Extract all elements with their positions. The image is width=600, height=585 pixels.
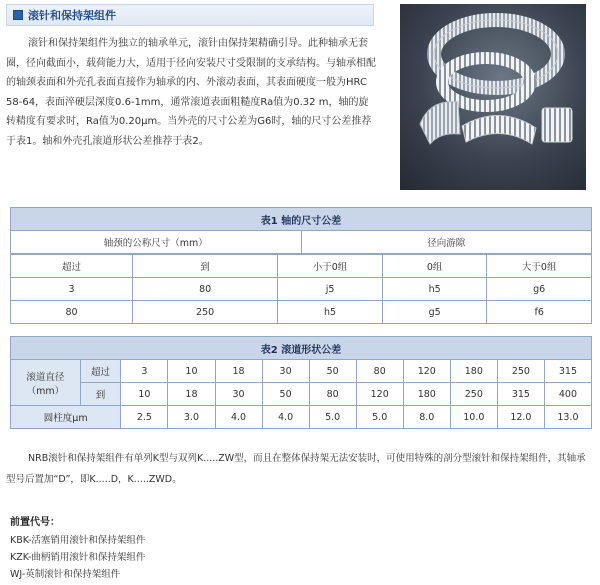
table2-to-cell: 18	[168, 383, 215, 406]
table1-cell: f6	[487, 301, 592, 324]
table2-cyl-cell: 4.0	[215, 406, 262, 429]
table-row	[11, 301, 592, 324]
table1-cell: 80	[133, 278, 278, 301]
prefix-list	[10, 532, 145, 583]
table1-col-header: 0组	[382, 255, 487, 278]
table2-cyl-cell: 3.0	[168, 406, 215, 429]
table2-to-cell: 180	[403, 383, 450, 406]
table1-cell: 80	[11, 301, 133, 324]
table2-cyl-cell: 5.0	[309, 406, 356, 429]
table2-to-cell: 400	[544, 383, 591, 406]
table1-col-header: 大于0组	[487, 255, 592, 278]
table1-col-header: 小于0组	[278, 255, 383, 278]
table2-over-cell: 30	[262, 360, 309, 383]
table2-to-cell: 315	[497, 383, 544, 406]
table1-group-clearance: 径向游隙	[301, 231, 592, 254]
table2-over-cell: 250	[497, 360, 544, 383]
table1-cell: h5	[382, 278, 487, 301]
intro-paragraph: 滚针和保持架组件为独立的轴承单元，滚针由保持架精确引导。此种轴承无套圈，径向截面小，载荷能力大，适用于径向安装尺寸受限制的支承结构。与轴承相配的轴颈表面和外壳孔表面直接作为轴承的内、外滚动表面，其表面硬度一般为HRC 58-64，表面淬硬层深度0.6-1mm，通常滚道表面粗糙度Ra值为0.32 m，轴的旋转精度有要求时，Ra值为0.20μm。当外壳的尺寸公差为G6时，轴的尺寸公差推荐于表1。轴和外壳孔滚道形状公差推荐于表2。	[6, 38, 376, 147]
table2-cyl-cell: 13.0	[544, 406, 591, 429]
table2-cyl-cell: 2.5	[121, 406, 168, 429]
bearing-illustration	[400, 4, 586, 190]
section-title: 滚针和保持架组件	[28, 9, 116, 22]
bearing-product-photo	[400, 4, 586, 190]
table2-over-cell: 120	[403, 360, 450, 383]
table1-col-header: 超过	[11, 255, 133, 278]
table2-to-cell: 50	[262, 383, 309, 406]
bullet-square-icon	[13, 10, 23, 20]
table2-over-label: 超过	[80, 360, 121, 383]
prefix-heading: 前置代号：	[10, 517, 60, 528]
table2-to-cell: 30	[215, 383, 262, 406]
table2-cyl-cell: 4.0	[262, 406, 309, 429]
table2-to-cell: 80	[309, 383, 356, 406]
table2-cyl-cell: 8.0	[403, 406, 450, 429]
table2-over-cell: 50	[309, 360, 356, 383]
table2-to-cell: 250	[450, 383, 497, 406]
table2-over-cell: 18	[215, 360, 262, 383]
table2-over-cell: 315	[544, 360, 591, 383]
table2-to-cell: 10	[121, 383, 168, 406]
table2-to-cell: 120	[356, 383, 403, 406]
table1-cell: 3	[11, 278, 133, 301]
table2-cyl-cell: 5.0	[356, 406, 403, 429]
table1-cell: h5	[278, 301, 383, 324]
list-item: WJ-英制滚针和保持架组件	[10, 569, 121, 580]
table1-cell: j5	[278, 278, 383, 301]
table2-caption: 表2 滚道形状公差	[11, 337, 592, 360]
table1-group-journal: 轴颈的公称尺寸（mm）	[11, 231, 302, 254]
table1-cell: g6	[487, 278, 592, 301]
table2-row-label-diameter: 滚道直径（mm）	[11, 360, 81, 406]
table1-cell: 250	[133, 301, 278, 324]
list-item: KZK-曲柄销用滚针和保持架组件	[10, 552, 146, 563]
table2-to-label: 到	[80, 383, 121, 406]
section-title-bar	[6, 4, 374, 26]
table2-cyl-cell: 10.0	[450, 406, 497, 429]
table2-over-cell: 3	[121, 360, 168, 383]
table2-over-cell: 80	[356, 360, 403, 383]
table-row	[11, 278, 592, 301]
table1-shaft-tolerance	[10, 207, 592, 324]
list-item: KBK-活塞销用滚针和保持架组件	[10, 535, 146, 546]
table2-over-cell: 180	[450, 360, 497, 383]
table1-caption: 表1 轴的尺寸公差	[11, 208, 592, 231]
table2-raceway-tolerance	[10, 336, 592, 429]
table2-cylindricity-label: 圆柱度μm	[11, 406, 121, 429]
table1-col-header: 到	[133, 255, 278, 278]
nrb-note-paragraph: NRB滚针和保持架组件有单列K型与双列K.....ZW型，而且在整体保持架无法安装时，可使用特殊的剖分型滚针和保持架组件，其轴承型号后置加“D”，即K.....D，K.....ZWD。	[6, 453, 586, 485]
table2-cyl-cell: 12.0	[497, 406, 544, 429]
table1-cell: g5	[382, 301, 487, 324]
table2-over-cell: 10	[168, 360, 215, 383]
